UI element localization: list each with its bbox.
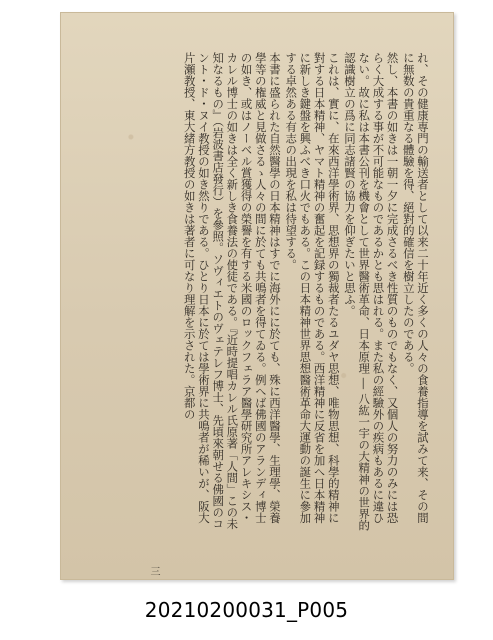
paragraph-1: れ、その健康専門の輸送者として以来二十年近く多くの人々の食養指導を試みて来、その間に無数の貴重なる體驗を得、絕對的確信を樹立したのである。 (401, 52, 430, 524)
page-number: 三 (148, 566, 159, 576)
image-id-caption: 20210200031_P005 (144, 598, 349, 622)
paragraph-3: これは、實に、在來西洋學術界、思想界の獨裁者たるユダヤ思想、唯物思想、科學的精神に對する日本精神、ヤマト精神の奮起を記録するものである。西洋精神に反省を加へ日本精神に新しき鍵盤を興ふべき口火でもある。この日本精神世界思想醫術革命大運動の誕生に參加する卓然ある有志の出現を私は待望する。 (284, 52, 341, 524)
document-page (60, 12, 454, 580)
paragraph-2: 然し、本書の如きは一朝一夕に完成さるべき性質のものでもなく、又個人の努力のみには恐らく大成する事が不可能なものであるかとも思はれる。また私の經驗外の疾病もあるに違ひない。故に私は本書公刊を機會として世界醫術革命、日本原理 ― 八紘一宇の大精神の世界的認識樹立の爲に同志諸賢の協力を仰ぎたいと思ふ。 (342, 52, 400, 531)
vertical-text-body (96, 52, 430, 532)
paragraph-4: 本書に盛られた自然醫學の日本精神はすでに海外にに於ても、殊に西洋醫學、生理學、榮養學等の権威と見做さるゝ人々の間に於ても共鳴者を得てゐる。例へば佛國のアランディ博士の如き、或はノーベル賞獲得の榮譽を有する米國のロックフェラア醫學研究所アレキシス・カレル博士の如きは全く新しき食養法の使徒である。『近時提唱カレル氏原著「人間」この未知なるもの』（岩波書店發行）を參照。ソヴィエトのヴェテレフ博士、先頃來朝せる佛國のコント・ド・ヌイ教授の如き然りである。ひとり日本に於ては學術界に共鳴者が稀いが、阪大片瀬教授、東大緒方教授の如きは著者に可なり理解を示された。京都の (182, 52, 282, 530)
